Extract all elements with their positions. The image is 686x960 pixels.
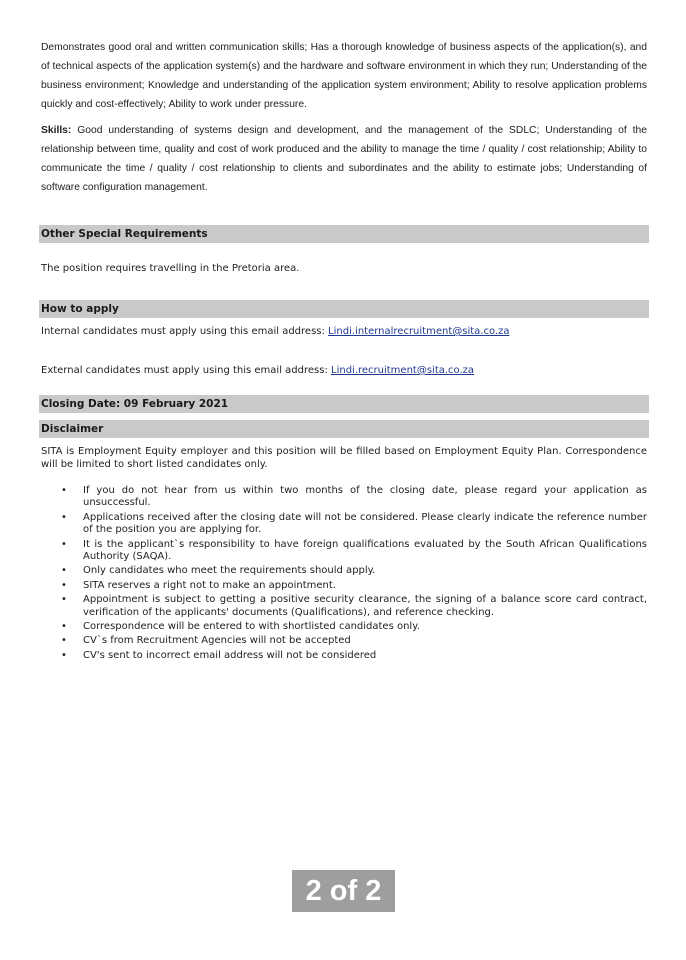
external-apply-text: External candidates must apply using this email address:	[41, 365, 331, 376]
list-item: • SITA reserves a right not to make an appointment.	[61, 579, 336, 591]
list-item: • Applications received after the closing date will not be considered. Please clearly indicate the reference number of the position you are applying for.	[61, 511, 647, 536]
skills-label: Skills:	[41, 125, 72, 136]
bullet-icon: •	[61, 621, 67, 633]
skills-paragraph	[41, 121, 647, 197]
bullet-icon: •	[61, 594, 67, 606]
bullet-icon: •	[61, 579, 67, 591]
internal-apply-text: Internal candidates must apply using this email address:	[41, 326, 329, 337]
page-indicator: 2 of 2	[292, 870, 395, 912]
disclaimer-heading: Disclaimer	[39, 420, 649, 438]
how-to-apply-heading: How to apply	[39, 300, 649, 318]
competencies-paragraph: Demonstrates good oral and written communication skills; Has a thorough knowledge of business aspects of the application(s), and of technical aspects of the application system(s) and the hardware and software environment in which they run; Understanding of the business environment; Knowledge and understanding of the application system environment; Ability to resolve application problems quickly and cost-effectively; Ability to work under pressure.	[41, 42, 647, 110]
other-requirements-heading: Other Special Requirements	[39, 225, 649, 243]
list-item: • Correspondence will be entered to with shortlisted candidates only.	[61, 621, 420, 633]
closing-date-heading: Closing Date: 09 February 2021	[39, 395, 649, 413]
bullet-icon: •	[61, 485, 67, 496]
external-email-link[interactable]: Lindi.recruitment@sita.co.za	[331, 365, 475, 376]
list-item: • Appointment is subject to getting a positive security clearance, the signing of a balance score card contract, verification of the applicants' documents (Qualifications), and reference checking.	[61, 594, 647, 618]
skills-text: Good understanding of systems design and development, and the management of the SDLC; Understanding of the relationship between time, quality and cost of work produced and the ability to manage the time / quality / cost relationship; Ability to communicate the time / quality / cost relationship to clients and subordinates and the ability to estimate jobs; Understanding of software configuration management.	[41, 125, 647, 193]
list-item: • It is the applicant`s responsibility to have foreign qualifications evaluated by the South African Qualifications Authority (SAQA).	[61, 538, 647, 563]
disclaimer-list	[41, 485, 647, 664]
internal-apply-line	[41, 326, 509, 337]
other-requirements-text: The position requires travelling in the Pretoria area.	[41, 263, 300, 274]
external-apply-line	[41, 365, 474, 376]
bullet-icon: •	[61, 635, 67, 647]
disclaimer-intro: SITA is Employment Equity employer and this position will be filled based on Employment Equity Plan. Correspondence will be limited to short listed candidates only.	[41, 446, 647, 470]
bullet-icon: •	[61, 538, 67, 550]
internal-email-link[interactable]: Lindi.internalrecruitment@sita.co.za	[328, 326, 510, 337]
bullet-icon: •	[61, 565, 67, 577]
list-item: • Only candidates who meet the requirements should apply.	[61, 565, 376, 577]
list-item: • CV's sent to incorrect email address will not be considered	[61, 649, 377, 661]
bullet-icon: •	[61, 511, 67, 523]
list-item: • If you do not hear from us within two months of the closing date, please regard your application as unsuccessful.	[61, 485, 647, 509]
bullet-icon: •	[61, 649, 67, 661]
list-item: • CV`s from Recruitment Agencies will not be accepted	[61, 635, 351, 647]
